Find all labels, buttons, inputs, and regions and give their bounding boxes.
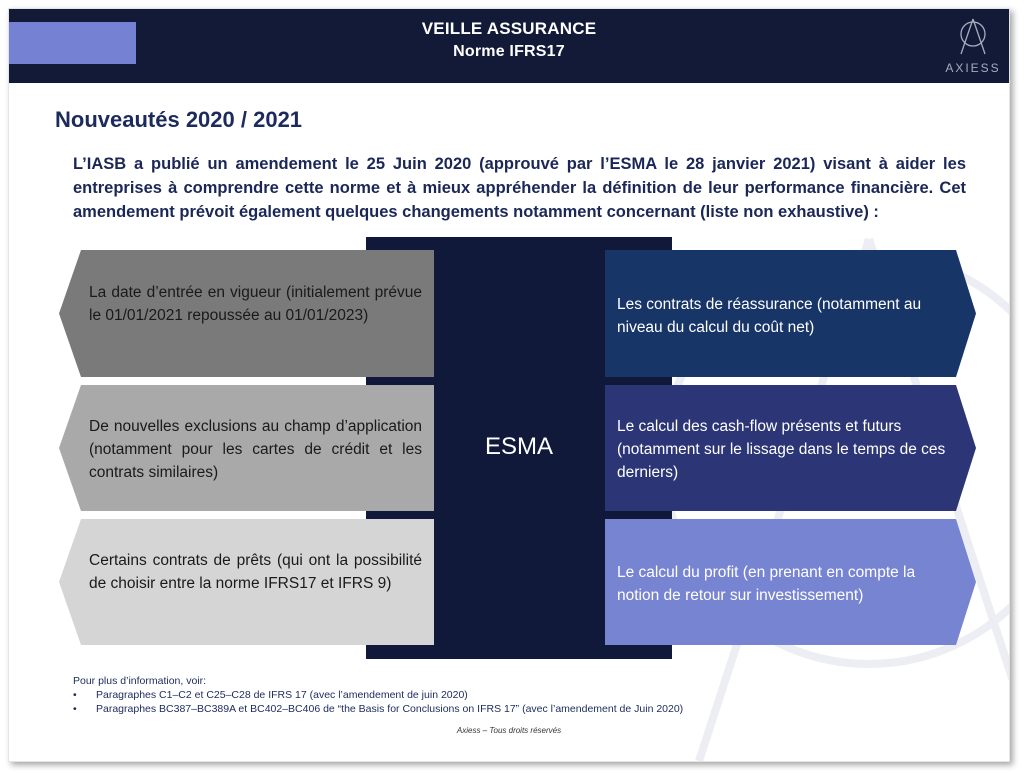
- right-item-1: Les contrats de réassurance (notamment au niveau du calcul du coût net): [617, 296, 922, 336]
- reference-text: Paragraphes C1–C2 et C25–C28 de IFRS 17 (avec l’amendement de juin 2020): [96, 689, 468, 701]
- header-title: VEILLE ASSURANCE: [421, 19, 597, 38]
- bullet: •: [73, 703, 77, 715]
- reference-item: [73, 689, 468, 701]
- box-shapes: [9, 9, 1009, 761]
- esma-label: ESMA: [484, 433, 553, 460]
- reference-item: [73, 703, 683, 715]
- right-item-2: Le calcul des cash-flow présents et futurs (notamment sur le lissage dans le temps de ces derniers): [617, 418, 946, 481]
- intro-paragraph: L’IASB a publié un amendement le 25 Juin 2020 (approuvé par l’ESMA le 28 janvier 2021) visant à aider les entreprises à comprendre cette norme et à mieux appréhender la définition de leur performance financière. Cet amendement prévoit également quelques changements notamment concernant (liste non exhaustive) :: [73, 155, 966, 221]
- right-item-3: Le calcul du profit (en prenant en compte la notion de retour sur investissement): [617, 564, 916, 604]
- header-subtitle: Norme IFRS17: [453, 43, 565, 60]
- left-item-2: De nouvelles exclusions au champ d’application (notamment pour les cartes de crédit et les contrats similaires): [89, 418, 422, 481]
- reference-text: Paragraphes BC387–BC389A et BC402–BC406 de “the Basis for Conclusions on IFRS 17” (avec l’amendement de Juin 2020): [96, 703, 684, 715]
- footer-note: Pour plus d’information, voir:: [73, 675, 207, 687]
- section-title: Nouveautés 2020 / 2021: [55, 107, 303, 132]
- copyright: Axiess – Tous droits réservés: [456, 726, 562, 735]
- bullet: •: [73, 689, 77, 701]
- left-item-3: Certains contrats de prêts (qui ont la possibilité de choisir entre la norme IFRS17 et IFRS 9): [89, 552, 422, 592]
- logo-text: AXIESS: [945, 61, 1001, 75]
- left-item-1: La date d’entrée en vigueur (initialement prévue le 01/01/2021 repoussée au 01/01/2023): [89, 284, 422, 324]
- slide: [8, 8, 1010, 762]
